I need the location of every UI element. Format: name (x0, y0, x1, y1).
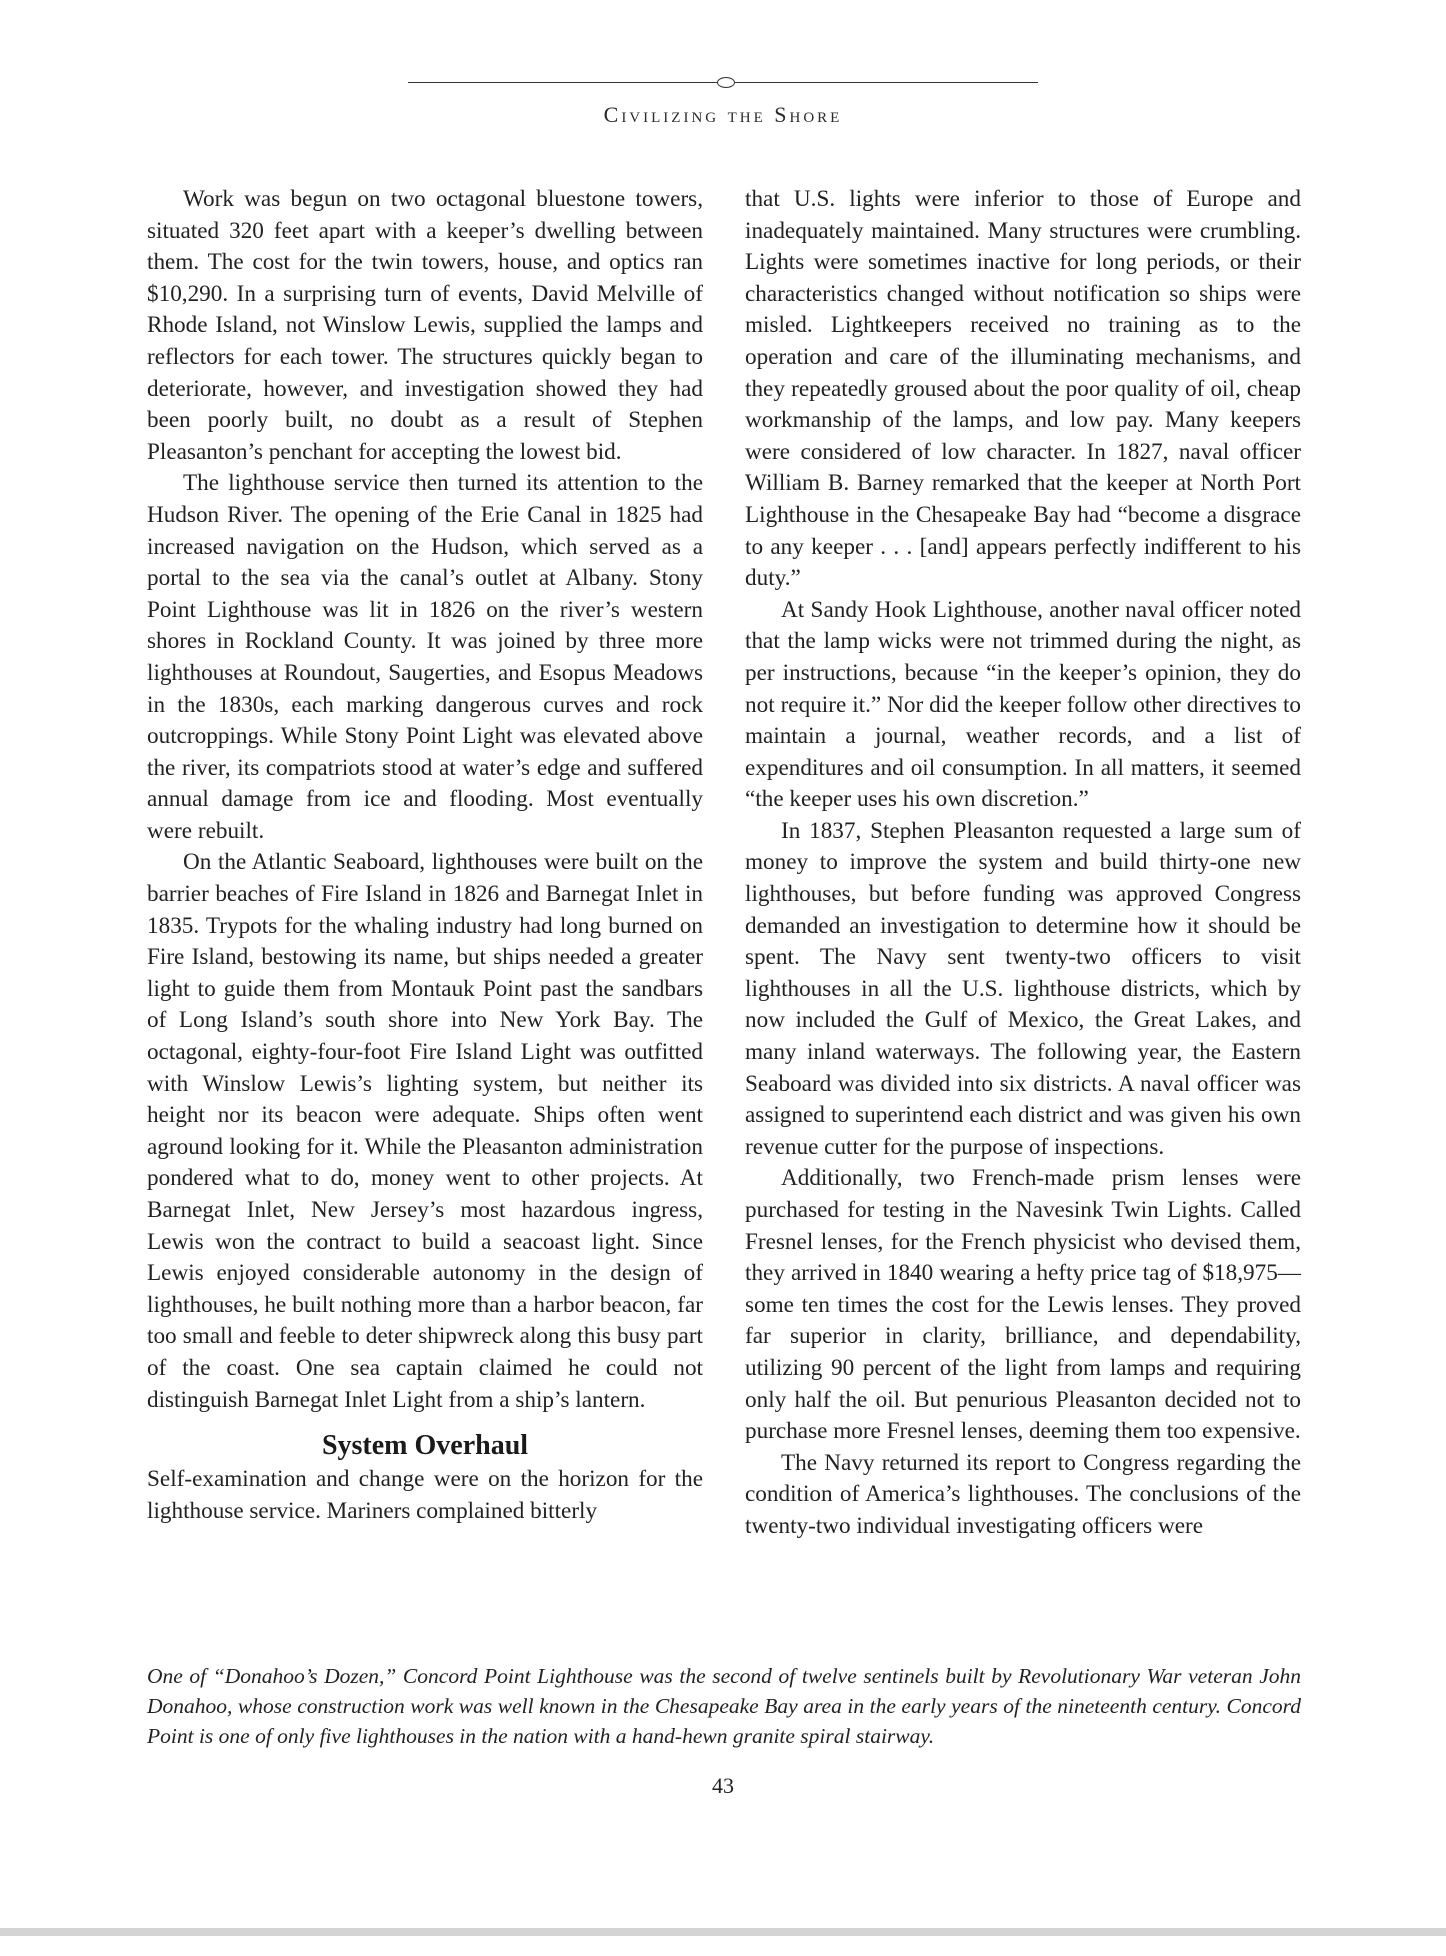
bottom-scroll-bar (0, 1928, 1446, 1936)
running-head: Civilizing the Shore (603, 102, 843, 127)
header-ornament-icon (717, 77, 735, 88)
section-heading: System Overhaul (321, 1430, 529, 1462)
page-number: 43 (712, 1773, 734, 1798)
header-rule-ornament (408, 77, 1038, 89)
body-paragraph: In 1837, Stephen Pleasanton requested a large sum of money to improve the system and build thirty-one new lighthouses, but before funding was approved Congress demanded an investigation to determine how it should be spent. The Navy sent twenty-two officers to visit lighthouses in all the U.S. lighthouse districts, which by now included the Gulf of Mexico, the Great Lakes, and many inland waterways. The following year, the Eastern Seaboard was divided into six districts. A naval officer was assigned to superintend each district and was given his own revenue cutter for the purpose of inspections. (745, 817, 1301, 1160)
right-column (745, 184, 1301, 1543)
body-paragraph: The lighthouse service then turned its attention to the Hudson River. The opening of the Erie Canal in 1825 had increased navigation on the Hudson, which served as a portal to the sea via the canal’s outlet at Albany. Stony Point Lighthouse was lit in 1826 on the river’s western shores in Rockland County. It was joined by three more lighthouses at Roundout, Saugerties, and Esopus Meadows in the 1830s, each marking dangerous curves and rock outcroppings. While Stony Point Light was elevated above the river, its compatriots stood at water’s edge and suffered annual damage from ice and flooding. Most eventually were rebuilt. (147, 470, 703, 844)
body-paragraph: On the Atlantic Seaboard, lighthouses were built on the barrier beaches of Fire Island in 1826 and Barnegat Inlet in 1835. Trypots for the whaling industry had long burned on Fire Island, bestowing its name, but ships needed a greater light to guide them from Montauk Point past the sandbars of Long Island’s south shore into New York Bay. The octagonal, eighty-four-foot Fire Island Light was outfitted with Winslow Lewis’s lighting system, but neither its height nor its beacon were adequate. Ships often went aground looking for it. While the Pleasanton administration pondered what to do, money went to other projects. At Barnegat Inlet, New Jersey’s most hazardous ingress, Lewis won the contract to build a seacoast light. Since Lewis enjoyed considerable autonomy in the design of lighthouses, he built nothing more than a harbor beacon, far too small and feeble to deter shipwreck along this busy part of the coast. One sea captain claimed he could not distinguish Barnegat Inlet Light from a ship’s lantern. (147, 849, 703, 1413)
body-paragraph: Additionally, two French-made prism lenses were purchased for testing in the Navesink Twin Lights. Called Fresnel lenses, for the French physicist who devised them, they arrived in 1840 wearing a hefty price tag of $18,975—some ten times the cost for the Lewis lenses. They proved far superior in clarity, brilliance, and dependability, utilizing 90 percent of the light from lamps and requiring only half the oil. But penurious Pleasanton decided not to purchase more Fresnel lenses, deeming them too expensive. (745, 1165, 1301, 1445)
body-paragraph: that U.S. lights were inferior to those of Europe and inadequately maintained. Many structures were crumbling. Lights were sometimes inactive for long periods, or their characteristics changed without notification so ships were misled. Lightkeepers received no training as to the operation and care of the illuminating mechanisms, and they repeatedly groused about the poor quality of oil, cheap workmanship of the lamps, and low pay. Many keepers were considered of low character. In 1827, naval officer William B. Barney remarked that the keeper at North Port Lighthouse in the Chesapeake Bay had “become a disgrace to any keeper . . . [and] appears perfectly indifferent to his duty.” (745, 186, 1301, 592)
body-paragraph: Work was begun on two octagonal bluestone towers, situated 320 feet apart with a keeper’s dwelling between them. The cost for the twin towers, house, and optics ran $10,290. In a surprising turn of events, David Melville of Rhode Island, not Winslow Lewis, supplied the lamps and reflectors for each tower. The structures quickly began to deteriorate, however, and investigation showed they had been poorly built, no doubt as a result of Stephen Pleasanton’s penchant for accepting the lowest bid. (147, 186, 703, 465)
left-column (147, 184, 703, 1527)
body-paragraph: The Navy returned its report to Congress regarding the condition of America’s lighthouses. The conclusions of the twenty-two individual investigating officers were (745, 1449, 1301, 1539)
body-paragraph: Self-examination and change were on the horizon for the lighthouse service. Mariners complained bitterly (147, 1466, 703, 1524)
body-paragraph: At Sandy Hook Lighthouse, another naval officer noted that the lamp wicks were not trimmed during the night, as per instructions, because “in the keeper’s opinion, they do not require it.” Nor did the keeper follow other directives to maintain a journal, weather records, and a list of expenditures and oil consumption. In all matters, it seemed “the keeper uses his own discretion.” (745, 596, 1301, 813)
figure-caption: One of “Donahoo’s Dozen,” Concord Point Lighthouse was the second of twelve sentinels built by Revolutionary War veteran John Donahoo, whose construction work was well known in the Chesapeake Bay area in the early years of the nineteenth century. Concord Point is one of only five lighthouses in the nation with a hand-hewn granite spiral stairway. (147, 1664, 1301, 1748)
